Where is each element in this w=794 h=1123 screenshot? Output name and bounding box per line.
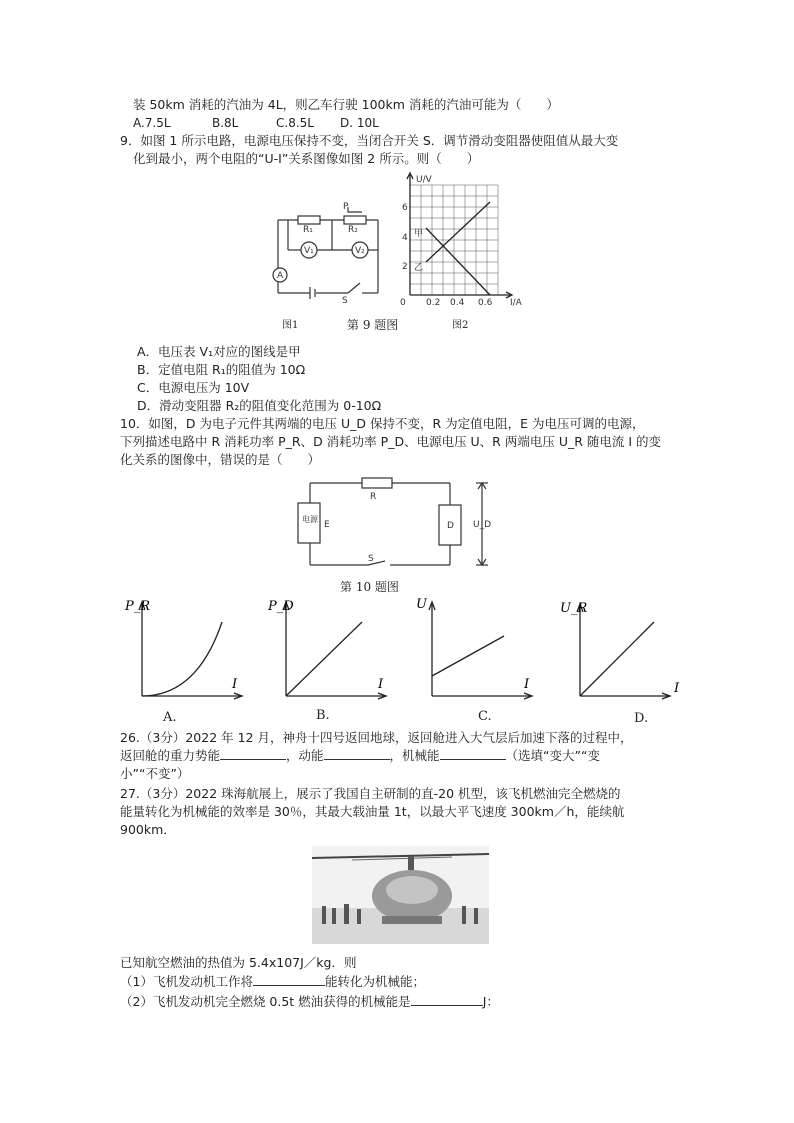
q10-e-label: E [324,520,330,530]
q9-r1-label: R₁ [303,225,313,235]
q10-line1: 10．如图，D 为电子元件其两端的电压 U_D 保持不变，R 为定值电阻，E 为电压可调的电源， [120,416,645,431]
q8-line: 装 50km 消耗的汽油为 4L，则乙车行驶 100km 消耗的汽油可能为（ ） [133,97,559,112]
q10-graph-a-xlabel: I [232,677,238,692]
q9-graph-xtick-02: 0.2 [426,298,441,308]
q9-graph-ylabel: U/V [416,175,432,185]
q26-line2 [120,747,600,765]
q26-text-a: 返回舱的重力势能 [120,748,221,763]
q9-option-d: D．滑动变阻器 R₂的阻值变化范围为 0-10Ω [137,398,382,413]
q9-line2: 化到最小，两个电阻的“U-I”关系图像如图 2 所示。则（ ） [133,151,480,166]
q10-graph-d-xlabel: I [674,681,680,696]
q26-text-b: ，动能 [286,748,324,763]
q9-graph-ytick-2: 2 [402,262,408,272]
q10-line3: 化关系的图像中，错误的是（ ） [120,452,321,467]
q10-graph-c [412,592,532,704]
q10-graph-c-caption: C. [478,709,492,724]
q9-circuit-diagram [268,195,398,305]
q10-graph-c-xlabel: I [524,677,530,692]
q9-option-c: C．电源电压为 10V [137,380,250,395]
q9-graph-line-a-label: 甲 [414,229,424,239]
q10-graph-a-caption: A. [163,710,177,725]
q9-fig-caption: 第 9 题图 [347,318,399,332]
q27-sub1 [120,973,425,991]
q9-fig1-label: 图1 [282,320,299,331]
q10-line2: 下列描述电路中 R 消耗功率 P_R、D 消耗功率 P_D、电源电压 U、R 两端电压 U_R 随电流 I 的变 [120,434,662,449]
q9-graph-ytick-6: 6 [402,203,408,213]
q9-p-label: P [343,202,349,212]
q10-source-label: 电源 [302,515,318,524]
q10-graph-d-ylabel: U_R [560,601,588,616]
q26-text-c: ，机械能 [389,748,440,763]
q8-option-c: C.8.5L [276,116,314,130]
q10-graph-b-caption: B. [316,708,330,723]
q27-sub1-text-a: （1）飞机发动机工作将 [120,974,253,989]
q9-ammeter-label: A [277,271,284,281]
q9-line1: 9．如图 1 所示电路，电源电压保持不变，当闭合开关 S．调节滑动变阻器使阻值从最大变 [120,133,619,148]
helicopter-photo [312,846,489,944]
q27-sub2-text-b: J： [482,994,499,1009]
q10-graph-d-caption: D. [634,711,649,726]
q10-graph-b-ylabel: P_D [268,599,294,614]
q27-sub2-text-a: （2）飞机发动机完全燃烧 0.5t 燃油获得的机械能是 [120,994,411,1009]
q8-option-b: B.8L [212,116,239,130]
q9-option-a: A．电压表 V₁对应的图线是甲 [137,344,301,359]
q26-blank-mechanical[interactable] [440,747,506,760]
q10-graph-b [266,592,386,704]
q27-line1: 27.（3分）2022 珠海航展上，展示了我国自主研制的直-20 机型，该飞机燃油完全燃烧的 [120,786,621,801]
q27-line3: 900km． [120,822,176,837]
q9-v1-label: V₁ [304,246,314,256]
q27-line2: 能量转化为机械能的效率是 30％，其最大载油量 1t，以最大平飞速度 300km／h，能续航 [120,804,625,819]
q10-s-label: S [368,554,374,564]
q10-graph-a-ylabel: P_R [125,599,151,614]
q26-text-d: （选填“变大”“变 [505,748,600,763]
q10-circuit-diagram [290,475,500,575]
q10-r-label: R [370,492,377,502]
q27-sub2 [120,993,499,1011]
q9-r2-label: R₂ [348,225,358,235]
q27-blank-mechanical-energy[interactable] [411,993,483,1006]
q8-option-a: A.7.5L [133,116,171,130]
q27-blank-energy-type[interactable] [253,973,325,986]
q9-graph-xlabel: I/A [510,298,522,308]
q26-blank-kinetic[interactable] [324,747,390,760]
q9-graph-xtick-0: 0 [400,298,406,308]
q8-option-d: D. 10L [340,116,379,130]
q10-graph-a [122,592,242,704]
q10-fig-caption: 第 10 题图 [340,580,399,594]
q9-graph-xtick-06: 0.6 [478,298,493,308]
q9-fig2-label: 图2 [452,320,469,331]
q9-ui-graph [398,170,538,310]
q9-option-b: B．定值电阻 R₁的阻值为 10Ω [137,362,306,377]
q10-ud-label: U_D [473,520,492,530]
q10-graph-b-xlabel: I [378,677,384,692]
q9-switch-label: S [342,296,348,306]
q27-line4: 已知航空燃油的热值为 5.4x107J／kg．则 [120,955,357,970]
q10-graph-c-ylabel: U [416,597,427,612]
q9-graph-ytick-4: 4 [402,233,408,243]
q27-sub1-text-b: 能转化为机械能； [324,974,425,989]
q26-line1: 26.（3分）2022 年 12 月，神舟十四号返回地球，返回舱进入大气层后加速下落的过程中， [120,730,633,745]
q26-line3: 小”“不变”） [120,766,190,781]
q9-graph-line-b-label: 乙 [414,263,424,273]
q10-d-label: D [447,521,454,531]
q26-blank-potential[interactable] [220,747,286,760]
q10-graph-d [560,592,685,704]
q9-graph-xtick-04: 0.4 [450,298,465,308]
q9-v2-label: V₂ [355,246,365,256]
